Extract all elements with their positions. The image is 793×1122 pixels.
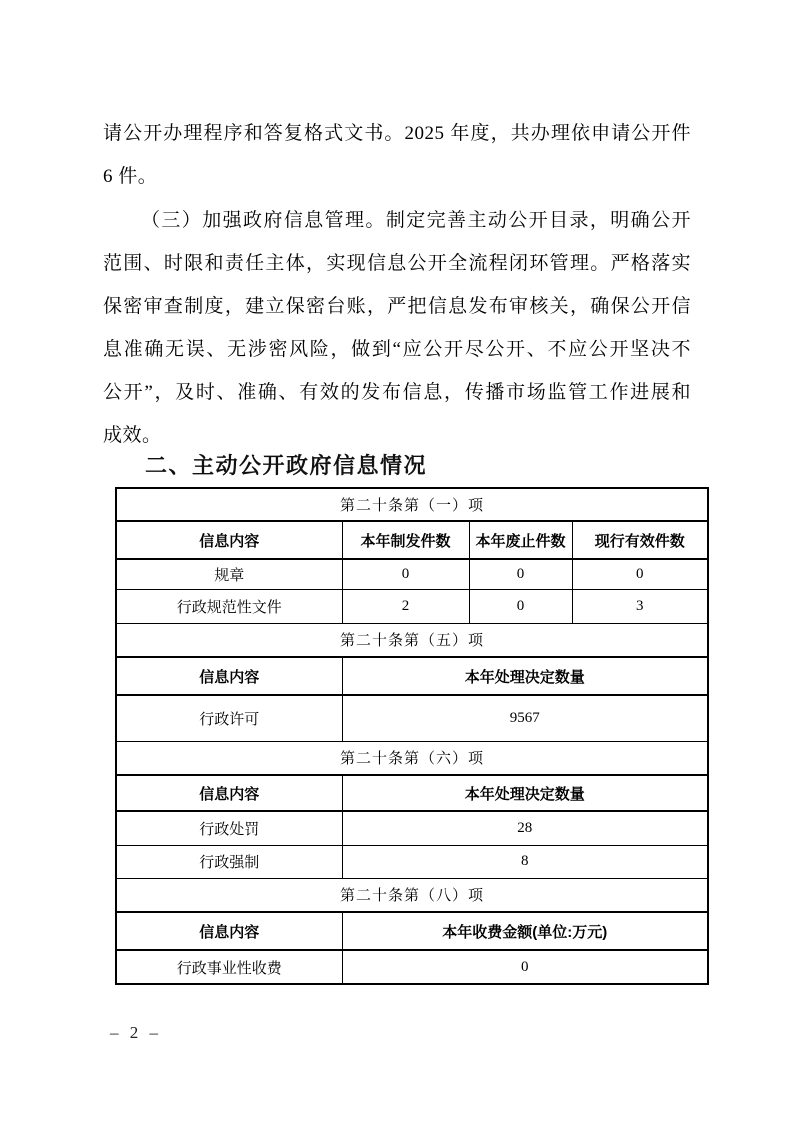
- row-label: 行政处罚: [116, 811, 342, 845]
- column-header: 信息内容: [116, 775, 342, 811]
- cell-value: 0: [342, 950, 708, 984]
- disclosure-statistics-table: [115, 487, 709, 985]
- text-line: 请公开办理程序和答复格式文书。2025 年度，共办理依申请公开件: [103, 123, 691, 144]
- page-number: – 2 –: [110, 1023, 158, 1042]
- cell-value: 2: [342, 589, 469, 623]
- column-header: 本年处理决定数量: [342, 775, 708, 811]
- text-line: 保密审查制度，建立保密台账，严把信息发布审核关，确保公开信: [103, 296, 691, 317]
- text-line: （三）加强政府信息管理。制定完善主动公开目录，明确公开: [141, 210, 691, 231]
- cell-value: 0: [469, 559, 572, 589]
- table-row: [116, 950, 708, 984]
- table-section-title: 第二十条第（五）项: [116, 623, 708, 657]
- table-section-title: 第二十条第（八）项: [116, 878, 708, 912]
- paragraph-2: [103, 199, 691, 457]
- cell-value: 3: [572, 589, 708, 623]
- row-label: 行政事业性收费: [116, 950, 342, 984]
- column-header: 信息内容: [116, 657, 342, 695]
- row-label: 规章: [116, 559, 342, 589]
- cell-value: 8: [342, 845, 708, 878]
- column-header: 本年废止件数: [469, 521, 572, 559]
- table-row: [116, 695, 708, 741]
- cell-value: 0: [469, 589, 572, 623]
- table-section-title: 第二十条第（六）项: [116, 741, 708, 775]
- column-header: 本年处理决定数量: [342, 657, 708, 695]
- cell-value: 0: [342, 559, 469, 589]
- paragraph-1: [103, 112, 691, 198]
- text-line: 息准确无误、无涉密风险，做到“应公开尽公开、不应公开坚决不: [103, 339, 691, 360]
- cell-value: 28: [342, 811, 708, 845]
- text-line: 公开”，及时、准确、有效的发布信息，传播市场监管工作进展和: [103, 382, 691, 403]
- section-heading: 二、主动公开政府信息情况: [145, 453, 428, 478]
- column-header: 本年收费金额(单位:万元): [342, 912, 708, 950]
- cell-value: 0: [572, 559, 708, 589]
- table-row: [116, 559, 708, 589]
- row-label: 行政规范性文件: [116, 589, 342, 623]
- table-row: [116, 845, 708, 878]
- column-header: 本年制发件数: [342, 521, 469, 559]
- table-row: [116, 811, 708, 845]
- column-header: 信息内容: [116, 521, 342, 559]
- table-section-title: 第二十条第（一）项: [116, 488, 708, 521]
- text-line: 6 件。: [103, 166, 158, 187]
- column-header: 现行有效件数: [572, 521, 708, 559]
- column-header: 信息内容: [116, 912, 342, 950]
- row-label: 行政许可: [116, 695, 342, 741]
- cell-value: 9567: [342, 695, 708, 741]
- row-label: 行政强制: [116, 845, 342, 878]
- text-line: 范围、时限和责任主体，实现信息公开全流程闭环管理。严格落实: [103, 253, 691, 274]
- text-line: 成效。: [103, 425, 162, 446]
- table-row: [116, 589, 708, 623]
